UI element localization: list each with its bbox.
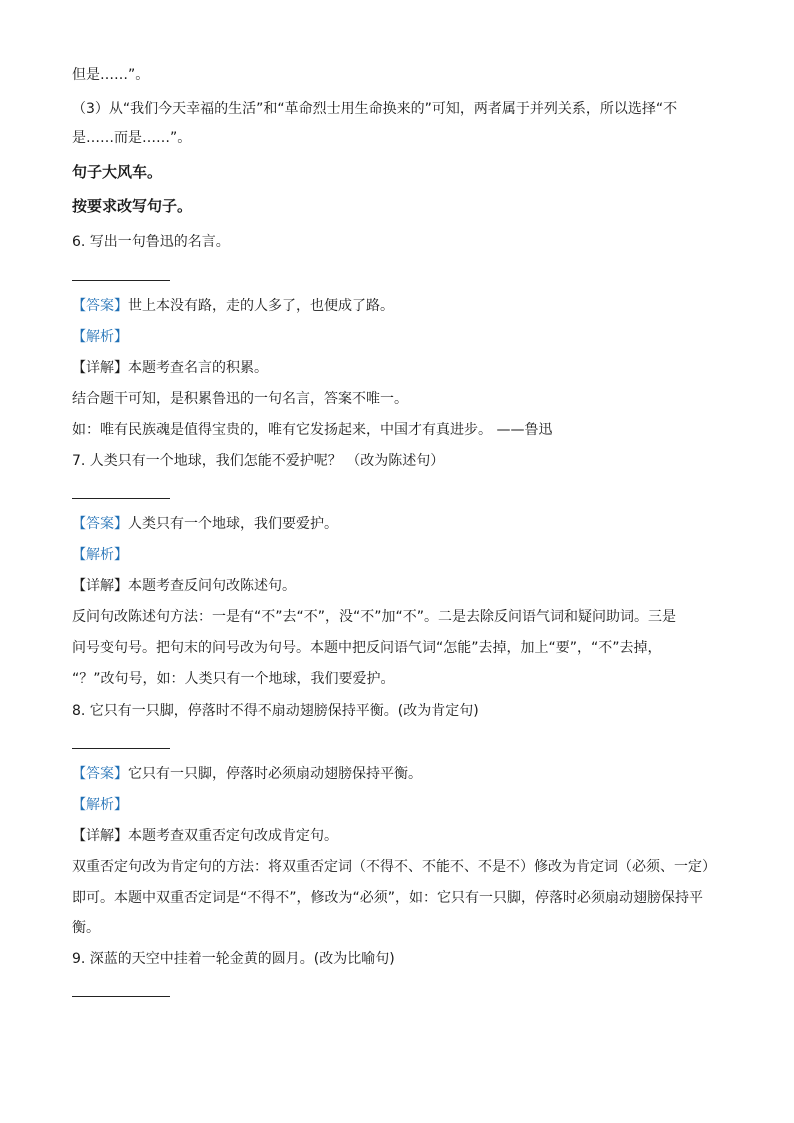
detail-tag: 【详解】 bbox=[72, 360, 128, 376]
analysis-tag: 【解析】 bbox=[72, 797, 128, 813]
detail-tag: 【详解】 bbox=[72, 578, 128, 594]
question-7: 7. 人类只有一个地球，我们怎能不爱护呢？ （改为陈述句） bbox=[72, 453, 445, 469]
answer-text: 世上本没有路，走的人多了，也便成了路。 bbox=[128, 298, 394, 314]
answer-blank bbox=[72, 498, 170, 499]
answer-blank bbox=[72, 748, 170, 749]
section-subheading: 按要求改写句子。 bbox=[72, 197, 193, 215]
answer-tag: 【答案】 bbox=[72, 766, 128, 782]
detail-text: 本题考查反问句改陈述句。 bbox=[128, 578, 296, 594]
analysis-tag: 【解析】 bbox=[72, 329, 128, 345]
detail-text: 本题考查双重否定句改成肯定句。 bbox=[128, 828, 338, 844]
explanation-line: 问号变句号。把句末的问号改为句号。本题中把反问语气词“怎能”去掉，加上“要”，“不”去掉， bbox=[72, 640, 662, 656]
explanation-line: 即可。本题中双重否定词是“不得不”，修改为“必须”，如：它只有一只脚，停落时必须扇动翅膀保持平 bbox=[72, 890, 704, 906]
detail-line bbox=[72, 576, 732, 596]
detail-tag: 【详解】 bbox=[72, 828, 128, 844]
section-heading: 句子大风车。 bbox=[72, 163, 163, 181]
explanation-line: 衡。 bbox=[72, 920, 100, 936]
answer-tag: 【答案】 bbox=[72, 298, 128, 314]
answer-blank bbox=[72, 996, 170, 997]
detail-text: 本题考查名言的积累。 bbox=[128, 360, 268, 376]
answer-text: 人类只有一个地球，我们要爱护。 bbox=[128, 516, 338, 532]
answer-text: 它只有一只脚，停落时必须扇动翅膀保持平衡。 bbox=[128, 766, 422, 782]
text-line: 但是……”。 bbox=[72, 67, 150, 83]
answer-line bbox=[72, 514, 732, 534]
explanation-line: 反问句改陈述句方法：一是有“不”去“不”，没“不”加“不”。二是去除反问语气词和疑问助词。三是 bbox=[72, 609, 677, 625]
answer-line bbox=[72, 764, 732, 784]
explanation-line: 如：唯有民族魂是值得宝贵的，唯有它发扬起来，中国才有真进步。 ——鲁迅 bbox=[72, 422, 553, 438]
detail-line bbox=[72, 826, 732, 846]
answer-blank bbox=[72, 280, 170, 281]
question-8: 8. 它只有一只脚，停落时不得不扇动翅膀保持平衡。(改为肯定句) bbox=[72, 703, 479, 719]
explanation-line: “？”改句号，如：人类只有一个地球，我们要爱护。 bbox=[72, 671, 395, 687]
text-line: （3）从“我们今天幸福的生活”和“革命烈士用生命换来的”可知，两者属于并列关系，所以选择“不 bbox=[72, 101, 678, 117]
question-9: 9. 深蓝的天空中挂着一轮金黄的圆月。(改为比喻句) bbox=[72, 951, 395, 967]
explanation-line: 双重否定句改为肯定句的方法：将双重否定词（不得不、不能不、不是不）修改为肯定词（必须、一定） bbox=[72, 859, 716, 875]
detail-line bbox=[72, 358, 732, 378]
explanation-line: 结合题干可知，是积累鲁迅的一句名言，答案不唯一。 bbox=[72, 391, 408, 407]
text-line: 是……而是……”。 bbox=[72, 130, 192, 146]
analysis-tag: 【解析】 bbox=[72, 547, 128, 563]
question-6: 6. 写出一句鲁迅的名言。 bbox=[72, 234, 230, 250]
answer-line bbox=[72, 296, 732, 316]
answer-tag: 【答案】 bbox=[72, 516, 128, 532]
